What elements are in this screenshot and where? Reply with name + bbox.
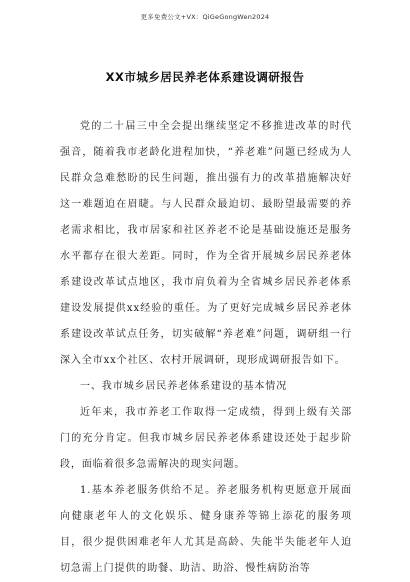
point-1-paragraph: 1.基本养老服务供给不足。养老服务机构更愿意开展面向健康老年人的文化娱乐、健身康养等锦上添花的服务项目，很少提供困难老年人尤其是高龄、失能半失能老年人迫切急需上门提供的助餐、助洁、助浴、慢性病防治等 — [60, 485, 352, 574]
intro-paragraph: 党的二十届三中全会提出继续坚定不移推进改革的时代强音，随着我市老龄化进程加快，“养老难”问题已经成为人民群众急难愁盼的民生问题，推出强有力的改革措施解决好这一难题迫在眉睫。与人民群众最迫切、最盼望最需要的养老需求相比，我市居家和社区养老不论是基础设施还是服务水平都存在很大差距。同时，作为全省开展城乡居民养老体系建设改革试点地区，我市肩负着为全省城乡居民养老体系建设发展提供xx经验的重任。为了更好完成城乡居民养老体系建设改革试点任务，切实破解“养老难”问题，调研组一行深入全市xx个社区、农村开展调研，现形成调研报告如下。 — [60, 121, 352, 366]
section-heading: 一、我市城乡居民养老体系建设的基本情况 — [80, 381, 288, 392]
situation-paragraph: 近年来，我市养老工作取得一定成绩，得到上级有关部门的充分肯定。但我市城乡居民养老体系建设还处于起步阶段，面临着很多急需解决的现实问题。 — [60, 407, 352, 470]
document-body — [60, 114, 352, 582]
header-note: 更多免费公文+VX：QiGeGongWen2024 — [140, 13, 270, 21]
document-title: XX市城乡居民养老体系建设调研报告 — [105, 70, 305, 84]
